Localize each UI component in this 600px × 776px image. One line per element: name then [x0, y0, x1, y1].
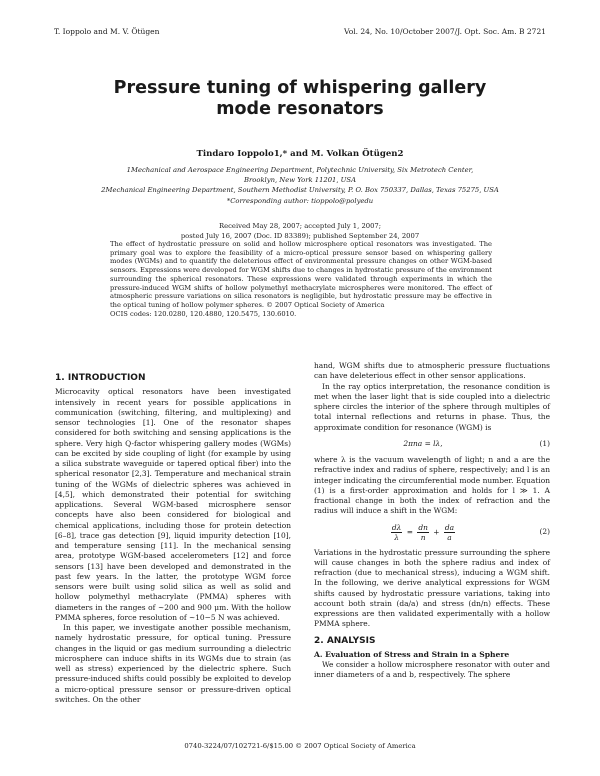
analysis-paragraph-1: We consider a hollow microsphere resonator with outer and inner diameters of a and b, respectively. The sphere: [314, 660, 550, 680]
publication-dates: [0, 222, 600, 241]
author-list: Tindaro Ioppolo1,* and M. Volkan Ötügen2: [196, 149, 404, 159]
intro-paragraph-1: Microcavity optical resonators have been investigated intensively in recent years for possible applications in communication (switching, filtering, and multiplexing) and sensor technologies [1]. One of the resonator shapes considered for both switching and sensing applications is the sphere. Very high Q-factor whispering gallery modes (WGMs) can be excited by side coupling of light (for example by using a silica substrate waveguide or tapered optical fiber) into the spherical resonator [2,3]. Temperature and mechanical strain tuning of the WGMs of dielectric spheres was achieved in [4,5], which demonstrated their potential for switching applications. Several WGM-based microsphere sensor concepts have also been considered for biological and chemical applications, including those for protein detection [6–8], trace gas detection [9], liquid impurity detection [10], and temperature sensing [11]. In the mechanical sensing area, prototype WGM-based accelerometers [12] and force sensors [13] have been developed and demonstrated in the past few years. In the latter, the prototype WGM force sensors were built using solid silica as well as solid and hollow polymethyl methacrylate (PMMA) spheres with diameters in the ranges of ~200 and 900 μm. With the hollow PMMA spheres, force resolution of ~10−5 N was achieved.: [55, 387, 291, 622]
equation-1-number: (1): [539, 438, 550, 448]
affiliation-1-cont: Brooklyn, New York 11201, USA: [244, 176, 356, 185]
frac-lhs: $\frac{d\lambda}{\lambda}$: [391, 522, 402, 542]
section-1-heading: 1. INTRODUCTION: [55, 373, 146, 383]
right-paragraph-4: Variations in the hydrostatic pressure surrounding the sphere will cause changes in both the sphere radius and index of refraction (due to mechanical stress), inducing a WGM shift. In the following, we derive analytical expressions for WGM shifts caused by hydrostatic pressure variations, taking into account both strain (da/a) and stress (dn/n) effects. These expressions are then validated experimentally with a hollow PMMA sphere.: [314, 547, 550, 629]
title-line-1: Pressure tuning of whispering gallery: [113, 78, 487, 98]
equation-2-number: (2): [539, 526, 550, 536]
left-column: [55, 373, 291, 705]
frac-term-2: $\frac{da}{a}$: [444, 522, 455, 542]
frac-term-1: $\frac{dn}{n}$: [418, 522, 428, 542]
right-paragraph-1: hand, WGM shifts due to atmospheric pressure fluctuations can have deleterious effect in other sensor applications.: [314, 361, 550, 381]
right-paragraph-2: In the ray optics interpretation, the resonance condition is met when the laser light that is side coupled into a dielectric sphere circles the interior of the sphere through multiples of total internal reflections and returns in phase. Thus, the approximate condition for resonance (WGM) is: [314, 381, 550, 432]
section-2-heading: 2. ANALYSIS: [314, 635, 376, 646]
right-column: [314, 361, 550, 681]
affiliation-2: 2Mechanical Engineering Department, Southern Methodist University, P. O. Box 750337, Dallas, Texas 75275, USA: [101, 186, 499, 195]
received-accepted: Received May 28, 2007; accepted July 1, 2007;: [218, 222, 382, 230]
affiliations: [0, 165, 600, 206]
paper-title: [0, 78, 600, 120]
affiliation-1: 1Mechanical and Aerospace Engineering Department, Polytechnic University, Six Metrotech Center,: [126, 166, 474, 174]
equation-1-body: 2πna = lλ,: [403, 438, 443, 448]
ocis-codes: OCIS codes: 120.0280, 120.4880, 120.5475, 130.6010.: [110, 309, 297, 318]
subsection-2a-heading: A. Evaluation of Stress and Strain in a Sphere: [314, 649, 510, 659]
right-paragraph-3: where λ is the vacuum wavelength of light; n and a are the refractive index and radius of sphere, respectively; and l is an integer indicating the circumferential mode number. Equation (1) is a first-order approximation and holds for l ≫ 1. A fractional change in both the index of refraction and the radius will induce a shift in the WGM:: [314, 455, 550, 516]
page-footer: 0740-3224/07/102721-6/$15.00 © 2007 Optical Society of America: [184, 742, 416, 750]
equation-2: [314, 523, 550, 542]
abstract: [110, 240, 492, 318]
posted-published: posted July 16, 2007 (Doc. ID 83389); published September 24, 2007: [180, 231, 420, 240]
corresponding-author: *Corresponding author: tioppolo@polyedu: [226, 196, 374, 205]
abstract-text: The effect of hydrostatic pressure on solid and hollow microsphere optical resonators was investigated. The primary goal was to explore the feasibility of a micro-optical pressure sensor based on whispering gallery modes (WGMs) and to quantify the deleterious effect of environmental pressure changes on other WGM-based sensors. Expressions were developed for WGM shifts due to changes in hydrostatic pressure of the environment surrounding the spherical resonators. These expressions were validated through experiments in which the pressure-induced WGM shifts of hollow polymethyl methacrylate microspheres were monitored. The effect of atmospheric pressure variations on silica resonators is negligible, but hydrostatic pressure may be effective in the optical tuning of hollow polymer spheres. © 2007 Optical Society of America: [110, 240, 492, 309]
equation-1: [314, 439, 550, 449]
running-header-journal: Vol. 24, No. 10/October 2007/J. Opt. Soc. Am. B 2721: [343, 27, 546, 36]
equation-2-body: $\frac{d\lambda}{\lambda}$ = $\frac{dn}{n}$ + $\frac{da}{a}$: [391, 522, 455, 542]
title-line-2: mode resonators: [216, 99, 384, 119]
running-header-authors: T. Ioppolo and M. V. Ötügen: [54, 27, 160, 36]
intro-paragraph-2: In this paper, we investigate another possible mechanism, namely hydrostatic pressure, for optical tuning. Pressure changes in the liquid or gas medium surrounding a dielectric microsphere can induce shifts in its WGMs due to strain (as well as stress) experienced by the dielectric sphere. Such pressure-induced shifts could possibly be exploited to develop a micro-optical pressure sensor or pressure-driven optical switches. On the other: [55, 623, 291, 704]
